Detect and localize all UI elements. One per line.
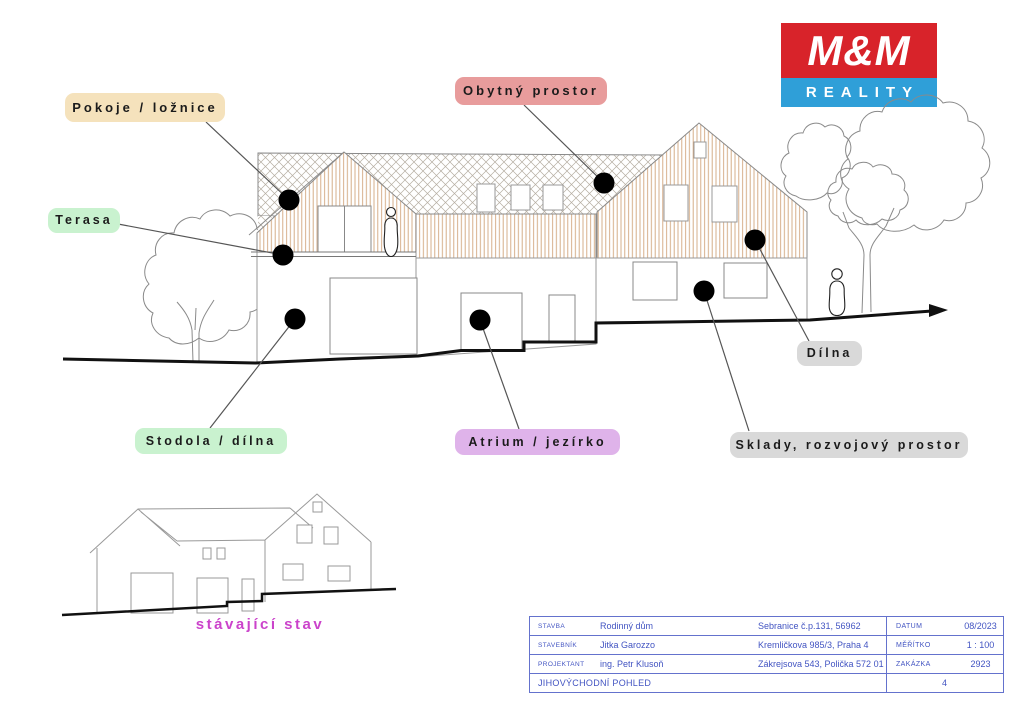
- title-block-row: [530, 636, 1003, 655]
- row-key: ZAKÁZKA: [896, 660, 931, 668]
- title-block-row: [530, 655, 1003, 674]
- row-val2: 2923: [970, 659, 991, 669]
- marker-sklady: [694, 281, 715, 302]
- label-terasa: Terasa: [48, 208, 120, 233]
- marker-dilna: [745, 230, 766, 251]
- marker-stodola: [285, 309, 306, 330]
- right-tree: [781, 95, 990, 313]
- title-block-separator: [886, 617, 887, 693]
- row-label: PROJEKTANT: [538, 660, 585, 668]
- marker-terasa: [273, 245, 294, 266]
- row-value: ing. Petr Klusoň: [600, 659, 664, 669]
- row-address: Zákrejsova 543, Polička 572 01: [758, 659, 884, 669]
- logo-reality-text: REALITY: [805, 84, 920, 101]
- marker-obytny: [594, 173, 615, 194]
- existing-state-drawing: [62, 494, 396, 615]
- title-block-footer: [530, 674, 1003, 693]
- row-value: Jitka Garozzo: [600, 640, 656, 650]
- sheet-number: 4: [941, 678, 947, 688]
- row-label: STAVEBNÍK: [538, 641, 578, 649]
- row-key: MĚŘÍTKO: [896, 641, 931, 649]
- title-block-row: [530, 617, 1003, 636]
- label-pokoje-loznice: Pokoje / ložnice: [65, 93, 225, 122]
- row-label: STAVBA: [538, 622, 566, 630]
- label-stodola-dilna: Stodola / dílna: [135, 428, 287, 454]
- row-value: Rodinný dům: [600, 621, 654, 631]
- label-atrium-jezirko: Atrium / jezírko: [455, 429, 620, 455]
- logo-mm-text: M&M: [807, 26, 911, 74]
- sheet-title: JIHOVÝCHODNÍ POHLED: [538, 678, 652, 688]
- main-elevation: [249, 123, 807, 363]
- middle-wall-band: [416, 214, 596, 258]
- title-block: [529, 616, 1004, 693]
- label-sklady: Sklady, rozvojový prostor: [730, 432, 968, 458]
- row-val2: 1 : 100: [966, 640, 995, 650]
- dormer-windows: [477, 184, 563, 212]
- row-address: Kremličkova 985/3, Praha 4: [758, 640, 869, 650]
- marker-atrium: [470, 310, 491, 331]
- row-address: Sebranice č.p.131, 56962: [758, 621, 861, 631]
- row-val2: 08/2023: [964, 621, 997, 631]
- existing-state-caption: stávající stav: [195, 616, 325, 633]
- ground-arrowhead: [929, 304, 948, 317]
- label-obytny-prostor: Obytný prostor: [455, 77, 607, 105]
- label-dilna: Dílna: [797, 341, 862, 366]
- marker-pokoje: [279, 190, 300, 211]
- row-key: DATUM: [896, 622, 923, 630]
- person-figure-right: [829, 269, 845, 316]
